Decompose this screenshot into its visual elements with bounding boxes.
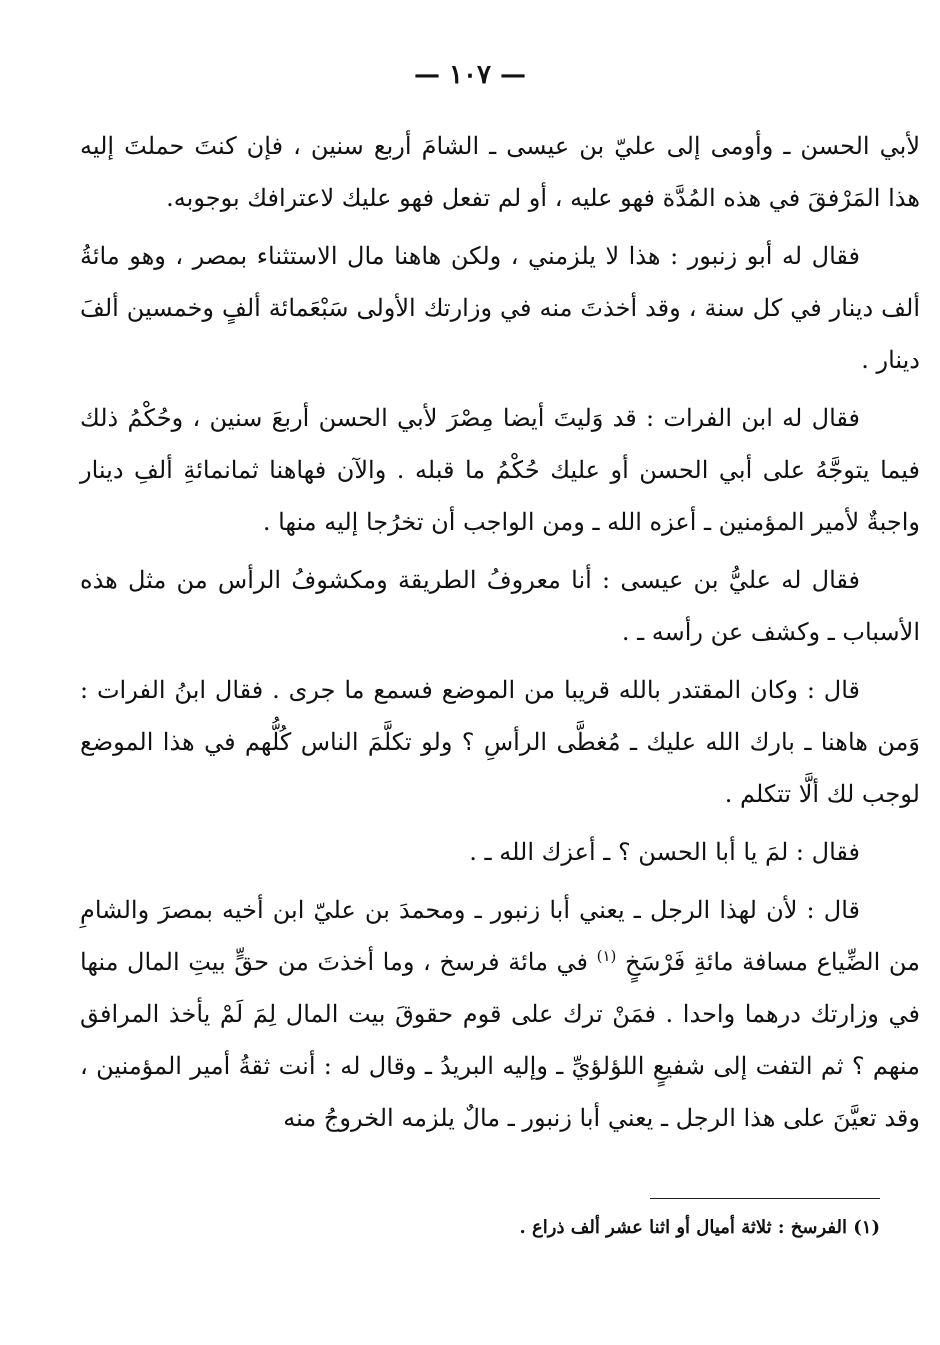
paragraph-1: لأبي الحسن ـ وأومى إلى عليّ بن عيسى ـ الشامَ أربع سنين ، فإن كنتَ حملتَ إليه هذا المَرْفقَ في هذه المُدَّة فهو عليه ، أو لم تفعل فهو عليك لاعترافك بوجوبه. <box>80 132 920 212</box>
body-text <box>80 120 920 1150</box>
paragraph-4: فقال له عليُّ بن عيسى : أنا معروفُ الطريقة ومكشوفُ الرأس من مثل هذه الأسباب ـ وكشف عن رأسه ـ . <box>80 566 920 646</box>
paragraph-2: فقال له أبو زنبور : هذا لا يلزمني ، ولكن هاهنا مال الاستثناء بمصر ، وهو مائةُ ألف دينار في كل سنة ، وقد أخذتَ منه في وزارتك الأولى سَبْعَمائة ألفٍ وخمسين ألفَ دينار . <box>80 242 920 374</box>
footnote-divider <box>650 1198 880 1199</box>
paragraph-6: فقال : لمَ يا أبا الحسن ؟ ـ أعزك الله ـ . <box>469 838 860 866</box>
page-number: — ١٠٧ — <box>413 60 527 90</box>
paragraph-7 <box>80 884 920 1144</box>
footnote: (١) الفرسخ : ثلاثة أميال أو اثنا عشر ألف ذراع . <box>519 1217 880 1238</box>
paragraph-7-part-1: قال : لأن لهذا الرجل ـ يعني أبا زنبور ـ ومحمدَ بن عليّ ابن أخيه بمصرَ والشامِ من الضِّياع مسافة مائةِ فَرْسَخٍ <box>80 896 920 976</box>
paragraph-7-part-2: في مائة فرسخ ، وما أخذتَ من حقٍّ بيتِ المال منها في وزارتك درهما واحدا . فمَنْ ترك على قوم حقوقَ بيت المال لِمَ لَمْ يأخذ المرافق منهم ؟ ثم التفت إلى شفيعٍ اللؤلؤيِّ ـ وإليه البريدُ ـ وقال له : أنت ثقةُ أمير المؤمنين ، وقد تعيَّنَ على هذا الرجل ـ يعني أبا زنبور ـ مالٌ يلزمه الخروجُ منه <box>80 948 920 1132</box>
footnote-reference: (١) <box>596 947 617 965</box>
paragraph-5: قال : وكان المقتدر بالله قريبا من الموضع فسمع ما جرى . فقال ابنُ الفرات : وَمن هاهنا ـ بارك الله عليك ـ مُغطَّى الرأسِ ؟ ولو تكلَّمَ الناس كُلُّهم في هذا الموضع لوجب لك ألَّا تتكلم . <box>80 676 920 808</box>
paragraph-3: فقال له ابن الفرات : قد وَليتَ أيضا مِصْرَ لأبي الحسن أربعَ سنين ، وحُكْمُ ذلك فيما يتوجَّهُ على أبي الحسن أو عليك حُكْمُ ما قبله . والآن فهاهنا ثمانمائةِ ألفِ دينار واجبةٌ لأمير المؤمنين ـ أعزه الله ـ ومن الواجب أن تخرُجا إليه منها . <box>80 404 920 536</box>
